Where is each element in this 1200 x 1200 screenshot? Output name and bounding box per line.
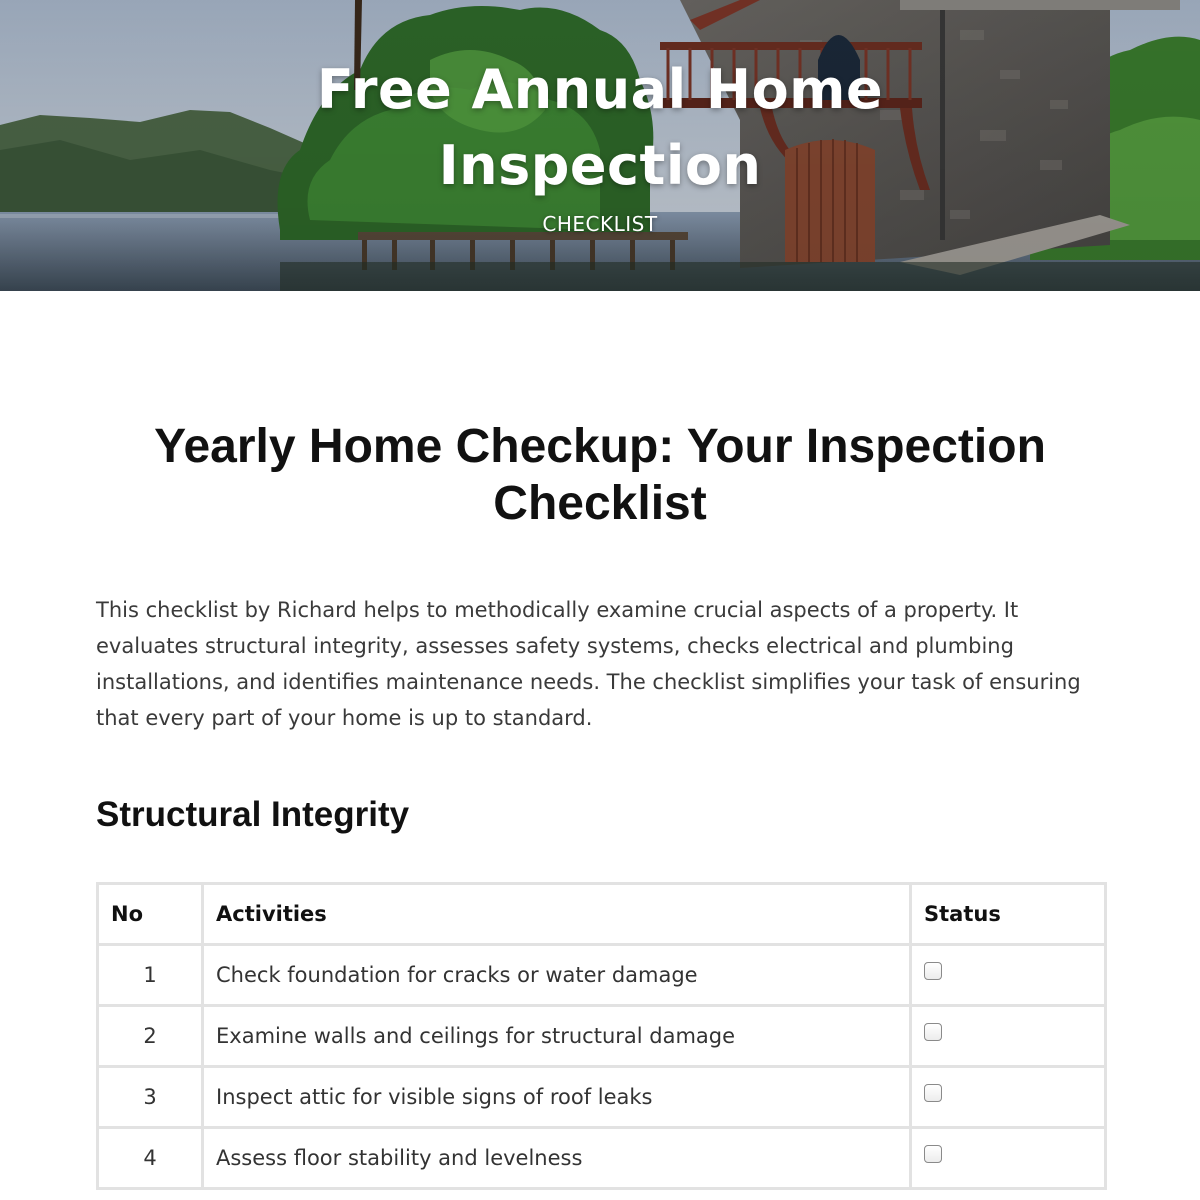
banner-subtitle: CHECKLIST	[542, 212, 658, 236]
page-title-line2: Checklist	[493, 477, 707, 530]
column-header-status: Status	[911, 884, 1106, 945]
table-row	[98, 1006, 1106, 1067]
row-activity: Check foundation for cracks or water damage	[203, 945, 911, 1006]
section-heading: Structural Integrity	[96, 795, 410, 834]
row-activity: Assess floor stability and levelness	[203, 1128, 911, 1189]
row-number: 1	[98, 945, 203, 1006]
status-checkbox[interactable]	[924, 962, 942, 980]
status-checkbox[interactable]	[924, 1145, 942, 1163]
row-activity: Examine walls and ceilings for structural damage	[203, 1006, 911, 1067]
row-status-cell	[911, 945, 1106, 1006]
row-status-cell	[911, 1128, 1106, 1189]
banner-title-line2: Inspection	[438, 134, 762, 197]
page-title	[96, 418, 1104, 532]
column-header-activities: Activities	[203, 884, 911, 945]
row-number: 2	[98, 1006, 203, 1067]
checklist-table	[96, 882, 1107, 1190]
status-checkbox[interactable]	[924, 1084, 942, 1102]
intro-paragraph: This checklist by Richard helps to methodically examine crucial aspects of a property. It evaluates structural integrity, assesses safety systems, checks electrical and plumbing installations, and identifies maintenance needs. The checklist simplifies your task of ensuring that every part of your home is up to standard.	[96, 598, 1081, 730]
row-number: 3	[98, 1067, 203, 1128]
table-header-row	[98, 884, 1106, 945]
page-title-line1: Yearly Home Checkup: Your Inspection	[154, 420, 1046, 473]
row-status-cell	[911, 1006, 1106, 1067]
table-row	[98, 1067, 1106, 1128]
status-checkbox[interactable]	[924, 1023, 942, 1041]
table-row	[98, 945, 1106, 1006]
checklist-table-container	[96, 882, 1104, 1190]
table-row	[98, 1128, 1106, 1189]
row-number: 4	[98, 1128, 203, 1189]
banner-title-line1: Free Annual Home	[316, 58, 884, 121]
row-activity: Inspect attic for visible signs of roof leaks	[203, 1067, 911, 1128]
header-banner	[0, 0, 1200, 291]
banner-title	[0, 52, 1200, 204]
row-status-cell	[911, 1067, 1106, 1128]
column-header-no: No	[98, 884, 203, 945]
